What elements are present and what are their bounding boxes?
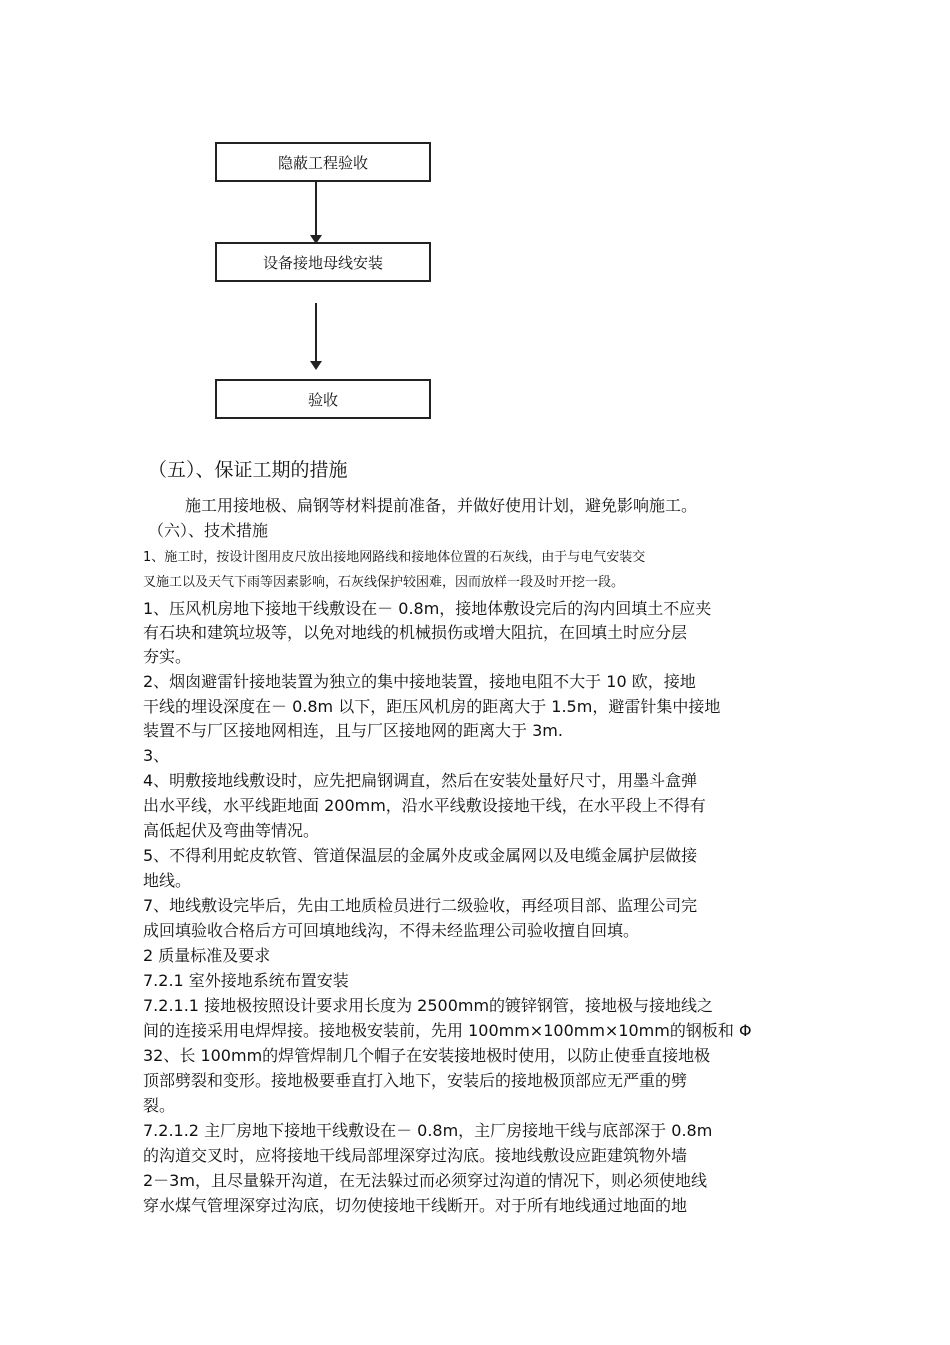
flow-step-final-acceptance bbox=[215, 379, 431, 419]
paragraph-line: 32、长 100mm的焊管焊制几个帽子在安装接地极时使用，以防止使垂直接地极 bbox=[143, 1046, 711, 1065]
paragraph-line: 干线的埋设深度在－ 0.8m 以下，距压风机房的距离大于 1.5m，避雷针集中接地 bbox=[143, 697, 721, 716]
paragraph-line: 间的连接采用电焊焊接。接地极安装前，先用 100mm×100mm×10mm的钢板和 Φ bbox=[143, 1021, 752, 1040]
section-heading-technical: （六）、技术措施 bbox=[148, 521, 269, 540]
flow-step-label: 验收 bbox=[307, 390, 338, 409]
paragraph-line: 1、施工时，按设计图用皮尺放出接地网路线和接地体位置的石灰线，由于与电气安装交 bbox=[143, 550, 646, 565]
paragraph-line: 装置不与厂区接地网相连，且与厂区接地网的距离大于 3m. bbox=[143, 721, 563, 740]
flow-step-label: 设备接地母线安装 bbox=[262, 253, 383, 272]
subsection-heading: 7.2.1 室外接地系统布置安装 bbox=[143, 971, 349, 990]
paragraph-line: 叉施工以及天气下雨等因素影响，石灰线保护较困难，因而放样一段及时开挖一段。 bbox=[143, 575, 625, 590]
paragraph-line: 穿水煤气管埋深穿过沟底，切勿使接地干线断开。对于所有地线通过地面的地 bbox=[143, 1196, 688, 1215]
paragraph-line: 夯实。 bbox=[143, 647, 192, 666]
section-heading-quality: 2 质量标准及要求 bbox=[143, 946, 271, 965]
paragraph-line: 成回填验收合格后方可回填地线沟，不得未经监理公司验收擅自回填。 bbox=[143, 921, 640, 940]
paragraph-line: 高低起伏及弯曲等情况。 bbox=[143, 821, 320, 840]
flow-step-hidden-works-acceptance bbox=[215, 142, 431, 182]
flow-step-label: 隐蔽工程验收 bbox=[277, 153, 368, 172]
section-heading-schedule: （五）、保证工期的措施 bbox=[148, 459, 348, 481]
paragraph-line: 2－3m，且尽量躲开沟道，在无法躲过而必须穿过沟道的情况下，则必须使地线 bbox=[143, 1171, 707, 1190]
flow-arrow-down bbox=[315, 182, 317, 242]
paragraph-line: 施工用接地极、扁钢等材料提前准备，并做好使用计划，避免影响施工。 bbox=[185, 496, 698, 515]
paragraph-line: 3、 bbox=[143, 746, 170, 765]
paragraph-line: 5、不得利用蛇皮软管、管道保温层的金属外皮或金属网以及电缆金属护层做接 bbox=[143, 846, 698, 865]
paragraph-line: 7.2.1.1 接地极按照设计要求用长度为 2500mm的镀锌钢管，接地极与接地线之 bbox=[143, 996, 714, 1015]
paragraph-line: 7、地线敷设完毕后，先由工地质检员进行二级验收，再经项目部、监理公司完 bbox=[143, 896, 698, 915]
paragraph-line: 地线。 bbox=[143, 871, 192, 890]
paragraph-line: 裂。 bbox=[143, 1096, 176, 1115]
paragraph-line: 4、明敷接地线敷设时，应先把扁钢调直，然后在安装处量好尺寸，用墨斗盒弹 bbox=[143, 771, 698, 790]
paragraph-line: 2、烟囱避雷针接地装置为独立的集中接地装置，接地电阻不大于 10 欧，接地 bbox=[143, 672, 696, 691]
paragraph-line: 的沟道交叉时，应将接地干线局部埋深穿过沟底。接地线敷设应距建筑物外墙 bbox=[143, 1146, 688, 1165]
paragraph-line: 7.2.1.2 主厂房地下接地干线敷设在－ 0.8m，主厂房接地干线与底部深于 0.8m bbox=[143, 1121, 713, 1140]
flow-step-grounding-busbar-install bbox=[215, 242, 431, 282]
paragraph-line: 1、压风机房地下接地干线敷设在－ 0.8m，接地体敷设完后的沟内回填土不应夹 bbox=[143, 599, 712, 618]
paragraph-line: 顶部劈裂和变形。接地极要垂直打入地下，安装后的接地极顶部应无严重的劈 bbox=[143, 1071, 688, 1090]
paragraph-line: 出水平线，水平线距地面 200mm，沿水平线敷设接地干线，在水平段上不得有 bbox=[143, 796, 706, 815]
paragraph-line: 有石块和建筑垃圾等，以免对地线的机械损伤或增大阻抗，在回填土时应分层 bbox=[143, 623, 688, 642]
flow-arrow-down bbox=[315, 303, 317, 368]
